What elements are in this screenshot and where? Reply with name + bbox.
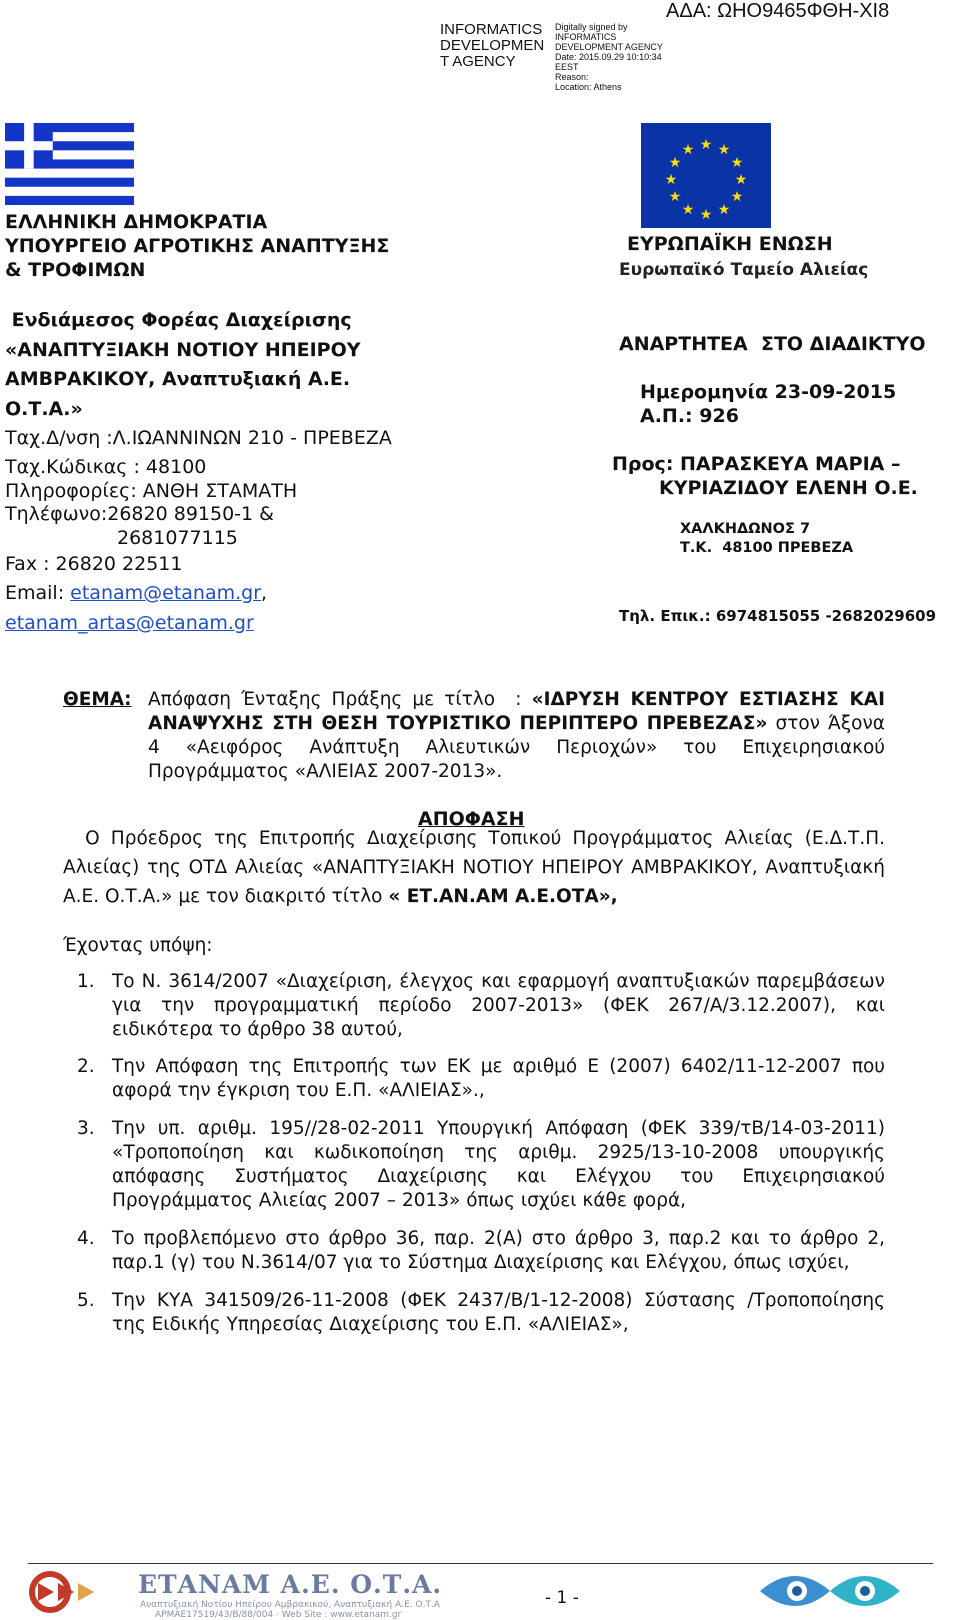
sender-email-row-2 (5, 609, 435, 639)
svg-text:★: ★ (717, 202, 731, 218)
svg-text:★: ★ (664, 172, 678, 188)
signature-details (555, 22, 685, 92)
sender-postal: Ταχ.Κώδικας : 48100 (5, 455, 207, 478)
sender-fax: Fax : 26820 22511 (5, 552, 183, 575)
svg-text:★: ★ (699, 207, 713, 223)
recipient-line: ΚΥΡΙΑΖΙΔΟΥ ΕΛΕΝΗ Ο.Ε. (659, 477, 918, 499)
greek-flag-icon (5, 123, 134, 205)
svg-text:★: ★ (699, 137, 713, 153)
svg-text:★: ★ (734, 172, 748, 188)
protocol-number: Α.Π.: 926 (640, 405, 739, 427)
intro-text: Ο Πρόεδρος της Επιτροπής Διαχείρισης Τοπικού Προγράμματος Αλιείας (Ε.Δ.Τ.Π. Αλιείας) της ΟΤΔ Αλιείας «ΑΝΑΠΤΥΞΙΑΚΗ ΝΟΤΙΟΥ ΗΠΕΙΡΟΥ ΑΜΒΡΑΚΙΚΟΥ, Αναπτυξιακή Α.Ε. Ο.Τ.Α.» με τον διακριτό τίτλο (63, 828, 891, 907)
list-item-number: 4. (77, 1228, 95, 1249)
page-number: - 1 - (545, 1588, 579, 1608)
recipient-street: ΧΑΛΚΗΔΩΝΟΣ 7 (680, 521, 811, 537)
sender-block (5, 306, 435, 638)
footer-logo-text: ΕΤΑΝΑΜ Α.Ε. Ο.Τ.Α. (138, 1570, 443, 1599)
signature-detail-line: EEST (555, 62, 579, 72)
signature-name (440, 22, 550, 70)
email-link[interactable]: etanam@etanam.gr (70, 582, 262, 604)
svg-text:★: ★ (668, 189, 682, 205)
list-item (77, 1227, 885, 1275)
svg-text:★: ★ (681, 142, 695, 158)
recipient-address (680, 520, 853, 558)
footer-logo-line: Αναπτυξιακή Νοτίου Ηπείρου Αμβρακικού, Αναπτυξιακή Α.Ε. Ο.Τ.Α (140, 1600, 440, 1610)
header-line: ΕΛΛΗΝΙΚΗ ΔΗΜΟΚΡΑΤΙΑ (5, 211, 268, 233)
list-item-number: 5. (77, 1290, 95, 1311)
list-item-text: Το προβλεπόμενο στο άρθρο 36, παρ. 2(Α) στο άρθρο 3, παρ.2 και το άρθρο 2, παρ.1 (γ) του Ν.3614/07 για το Σύστημα Διαχείρισης και Ελέγχου, όπως ισχύει, (112, 1228, 885, 1273)
footer-logo-line-2: ΑΡΜΑΕ17519/43/Β/88/004 · Web Site : www.etanam.gr (155, 1610, 402, 1620)
ada-code: ΑΔΑ: ΩΗΟ9465ΦΘΗ-ΧΙ8 (666, 0, 890, 22)
signature-detail-line: INFORMATICS (555, 32, 617, 42)
sender-org-line: ΑΜΒΡΑΚΙΚΟΥ, Αναπτυξιακή Α.Ε. (5, 368, 351, 390)
document-date: Ημερομηνία 23-09-2015 (640, 381, 897, 403)
list-item-number: 3. (77, 1118, 95, 1139)
list-item (77, 1055, 885, 1103)
list-item-text: Την υπ. αριθμ. 195//28-02-2011 Υπουργική Απόφαση (ΦΕΚ 339/τΒ/14-03-2011) «Τροποποίηση και κωδικοποίηση της αριθμ. 2925/13-10-2008 υπουργικής απόφασης Συστήματος Διαχείρισης και Ελέγχου του Επιχειρησιακού Προγράμματος Αλιείας 2007 – 2013» όπως ισχύει κάθε φορά, (112, 1118, 885, 1211)
svg-text:★: ★ (681, 202, 695, 218)
svg-text:★: ★ (730, 155, 744, 171)
sender-org-line: «ΑΝΑΠΤΥΞΙΑΚΗ ΝΟΤΙΟΥ ΗΠΕΙΡΟΥ (5, 338, 361, 361)
ministry-header (5, 210, 389, 282)
considering-heading: Έχοντας υπόψη: (63, 935, 213, 956)
email-separator: , (261, 582, 268, 604)
decision-title: ΑΠΟΦΑΣΗ (418, 808, 525, 830)
list-item-number: 2. (77, 1056, 95, 1077)
subject-text (148, 688, 885, 784)
eu-flag-icon (641, 123, 771, 228)
eu-title: ΕΥΡΩΠΑΪΚΗ ΕΝΩΣΗ (627, 233, 833, 255)
recipient-phone: Τηλ. Επικ.: 6974815055 -2682029609 (619, 607, 937, 625)
intro-paragraph (63, 824, 891, 911)
subject-suffix: στον Άξονα 4 «Αειφόρος Ανάπτυξη Αλιευτικών Περιοχών» του Επιχειρησιακού Προγράμματος «ΑΛΙΕΙΑΣ 2007-2013». (148, 713, 885, 782)
list-item-text: Την Απόφαση της Επιτροπής των ΕΚ με αριθμό Ε (2007) 6402/11-12-2007 που αφορά την έγκριση του Ε.Π. «ΑΛΙΕΙΑΣ»., (112, 1056, 885, 1101)
svg-text:★: ★ (717, 142, 731, 158)
email-label: Email: (5, 582, 71, 604)
sender-phone-2: 2681077115 (117, 526, 238, 549)
email-link-2[interactable]: etanam_artas@etanam.gr (5, 611, 254, 634)
signature-detail-line: DEVELOPMENT AGENCY (555, 42, 663, 52)
sender-info: Πληροφορίες: ΑΝΘΗ ΣΤΑΜΑΤΗ (5, 479, 298, 502)
subject-label: ΘΕΜΑ: (63, 689, 132, 710)
date-protocol (640, 380, 896, 428)
signature-detail-line: Date: 2015.09.29 10:10:34 (555, 52, 662, 62)
recipient-city: Τ.Κ. 48100 ΠΡΕΒΕΖΑ (680, 540, 854, 556)
subject-block (63, 688, 885, 784)
subject-prefix: Απόφαση Ένταξης Πράξης με τίτλο : (148, 689, 532, 710)
list-item (77, 1289, 885, 1337)
fisheries-eye-logo-icon (755, 1566, 905, 1616)
recipient-line: Προς: ΠΑΡΑΣΚΕΥΑ ΜΑΡΙΑ – (612, 453, 901, 475)
list-item (77, 970, 885, 1042)
list-item-text: Την ΚΥΑ 341509/26-11-2008 (ΦΕΚ 2437/Β/1-12-2008) Σύστασης /Τροποποίησης της Ειδικής Υπηρεσίας Διαχείρισης του Ε.Π. «ΑΛΙΕΙΑΣ», (112, 1290, 885, 1335)
signature-detail-line: Location: Athens (555, 82, 622, 92)
sender-org-line: Ο.Τ.Α.» (5, 397, 83, 420)
signature-detail-line: Reason: (555, 72, 589, 82)
etanam-arrow-icon (28, 1569, 128, 1615)
sender-address: Ταχ.Δ/νση :Λ.ΙΩΑΝΝΙΝΩΝ 210 - ΠΡΕΒΕΖΑ (5, 427, 392, 449)
signature-name-line: INFORMATICS (440, 21, 543, 38)
intro-title: « ΕΤ.ΑΝ.ΑΜ Α.Ε.ΟΤΑ», (388, 886, 618, 907)
header-line: & ΤΡΟΦΙΜΩΝ (5, 259, 146, 281)
signature-name-line: T AGENCY (440, 53, 516, 70)
signature-detail-line: Digitally signed by (555, 22, 628, 32)
eu-subtitle: Ευρωπαϊκό Ταμείο Αλιείας (619, 260, 869, 280)
svg-text:★: ★ (668, 155, 682, 171)
list-item (77, 1117, 885, 1213)
considerations-list (77, 970, 885, 1337)
subject-title: «ΙΔΡΥΣΗ ΚΕΝΤΡΟΥ ΕΣΤΙΑΣΗΣ ΚΑΙ ΑΝΑΨΥΧΗΣ ΣΤΗ ΘΕΣΗ ΤΟΥΡΙΣΤΙΚΟ ΠΕΡΙΠΤΕΡΟ ΠΡΕΒΕΖΑΣ» (148, 689, 885, 734)
signature-name-line: DEVELOPMEN (440, 37, 545, 54)
post-notice: ΑΝΑΡΤΗΤΕΑ ΣΤΟ ΔΙΑΔΙΚΤΥΟ (619, 333, 926, 355)
sender-phone: Τηλέφωνο:26820 89150-1 & (5, 502, 274, 525)
list-item-text: Το Ν. 3614/2007 «Διαχείριση, έλεγχος και εφαρμογή αναπτυξιακών παρεμβάσεων για την προγραμματική περίοδο 2007-2013» (ΦΕΚ 267/Α/3.12.2007), και ειδικότερα το άρθρο 38 αυτού, (112, 971, 885, 1040)
recipient-name (612, 452, 918, 500)
sender-email-row (5, 579, 435, 609)
list-item-number: 1. (77, 971, 95, 992)
footer-divider (28, 1563, 933, 1564)
header-line: ΥΠΟΥΡΓΕΙΟ ΑΓΡΟΤΙΚΗΣ ΑΝΑΠΤΥΞΗΣ (5, 235, 390, 257)
svg-text:★: ★ (730, 189, 744, 205)
sender-org-line: Ενδιάμεσος Φορέας Διαχείρισης (5, 309, 352, 331)
